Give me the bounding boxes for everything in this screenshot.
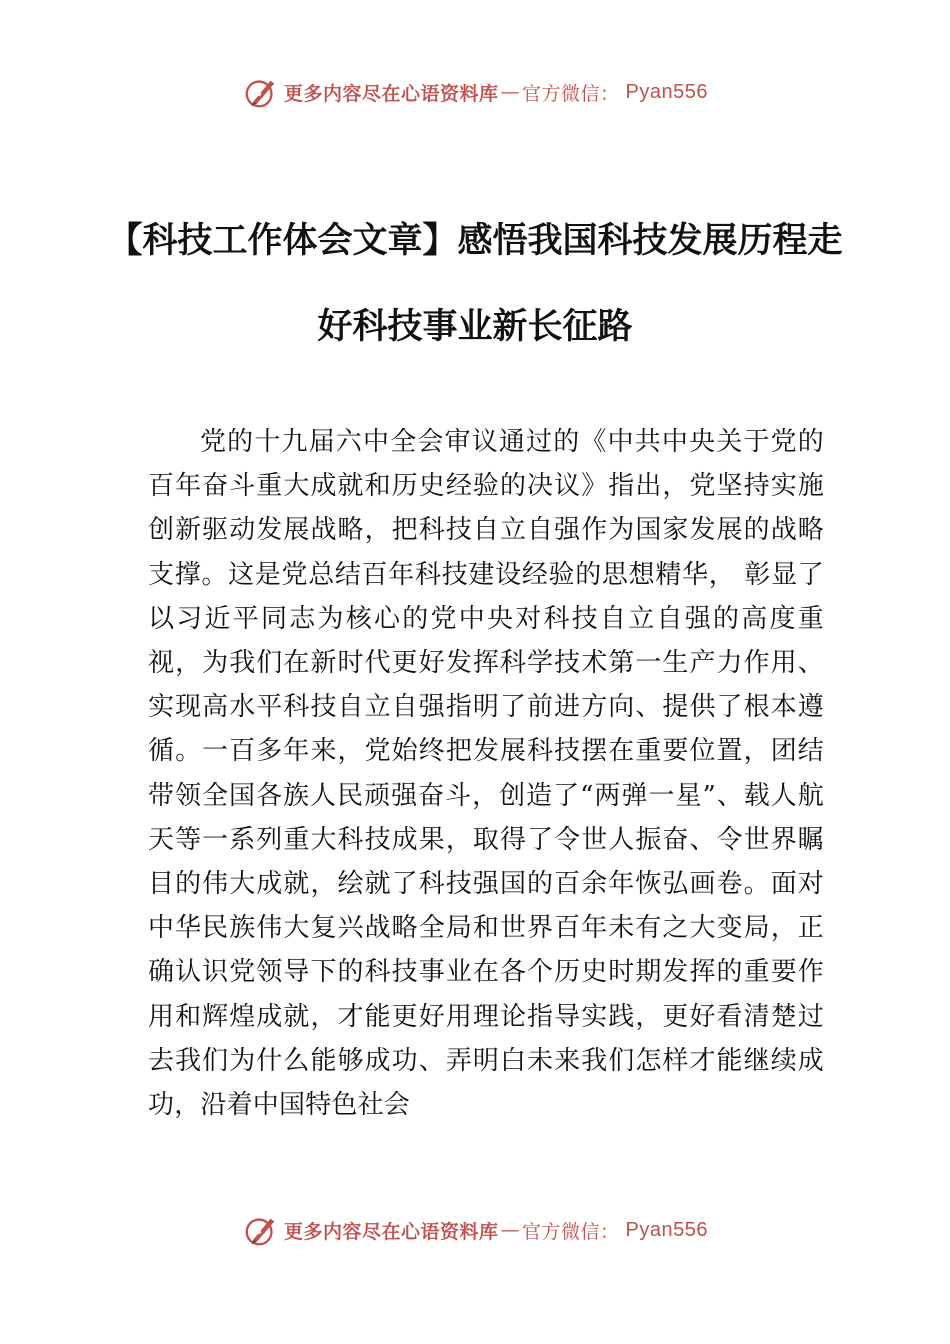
footer-banner <box>0 1210 950 1250</box>
banner-separator: — <box>500 81 521 103</box>
pen-nib-circle-icon <box>242 73 280 111</box>
banner-wechat-id: Pyan556 <box>625 80 708 103</box>
document-paragraph: 党的十九届六中全会审议通过的《中共中央关于党的百年奋斗重大成就和历史经验的决议》指出，党坚持实施创新驱动发展战略，把科技自立自强作为国家发展的战略支撑。这是党总结百年科技建设经验的思想精华， 彰显了以习近平同志为核心的党中央对科技自立自强的高度重视，为我们在新时代更好发挥科学技术第一生产力作用、实现高水平科技自立自强指明了前进方向、提供了根本遵循。一百多年来，党始终把发展科技摆在重要位置，团结带领全国各族人民顽强奋斗，创造了“两弹一星”、载人航天等一系列重大科技成果，取得了令世人振奋、令世界瞩目的伟大成就，绘就了科技强国的百余年恢弘画卷。面对中华民族伟大复兴战略全局和世界百年未有之大变局，正确认识党领导下的科技事业在各个历史时期发挥的重要作用和辉煌成就，才能更好用理论指导实践，更好看清楚过去我们为什么能够成功、弄明白未来我们怎样才能继续成功，沿着中国特色社会 <box>148 427 824 1121</box>
banner-separator: — <box>500 1219 521 1241</box>
banner-wechat-label: 官方微信： <box>522 82 620 105</box>
banner-site-name: 更多内容尽在心语资料库 <box>284 1220 499 1243</box>
document-title: 【科技工作体会文章】感悟我国科技发展历程走好科技事业新长征路 <box>107 221 843 347</box>
banner-wechat-id: Pyan556 <box>625 1218 708 1241</box>
banner-wechat-label: 官方微信： <box>522 1220 620 1243</box>
banner-site-name: 更多内容尽在心语资料库 <box>284 82 499 105</box>
pen-nib-circle-icon <box>242 1211 280 1249</box>
header-banner <box>0 72 950 112</box>
